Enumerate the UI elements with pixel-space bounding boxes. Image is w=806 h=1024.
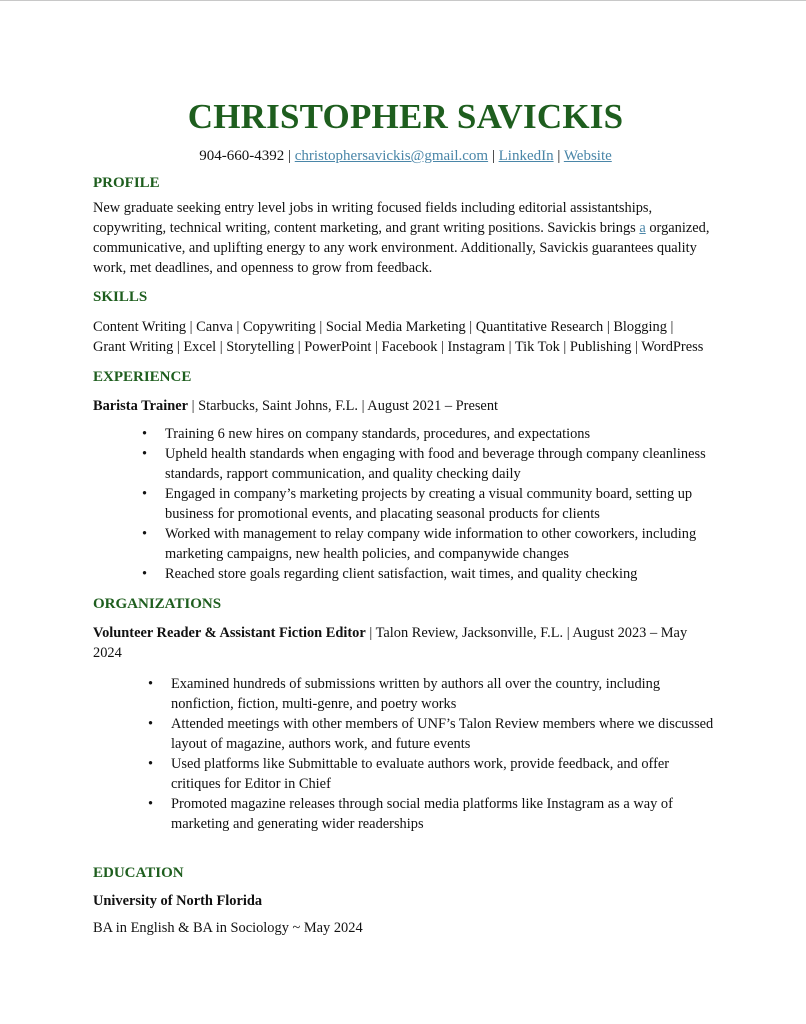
bullet-text: Attended meetings with other members of UNF’s Talon Review members where we discussed layout of magazine, authors work, and future events [171, 716, 714, 752]
contact-separator: | [284, 148, 295, 164]
bullet-text: Worked with management to relay company wide information to other coworkers, including marketing campaigns, new health policies, and companywide changes [165, 526, 697, 562]
list-item [142, 444, 718, 484]
bullet-text: Examined hundreds of submissions written by authors all over the country, including nonfiction, fiction, multi-genre, and poetry works [171, 676, 661, 712]
applicant-name: CHRISTOPHER SAVICKIS [187, 97, 624, 136]
experience-bullets [142, 424, 718, 584]
phone-number: 904-660-4392 [199, 148, 285, 164]
experience-section [93, 367, 718, 584]
bullet-text: Engaged in company’s marketing projects by creating a visual community board, setting up business for promotional events, and placating seasonal products for clients [165, 486, 693, 522]
list-item [142, 564, 718, 584]
school-name: University of North Florida [93, 893, 263, 909]
bullet-icon: • [148, 756, 154, 772]
list-item [148, 714, 718, 754]
contact-separator: | [553, 148, 564, 164]
skills-section [93, 287, 718, 357]
resume-page [93, 96, 718, 938]
education-section [93, 863, 718, 938]
profile-text-link[interactable]: a [639, 220, 646, 236]
organization-bullets [148, 674, 718, 834]
bullet-icon: • [148, 796, 154, 812]
list-item [148, 754, 718, 794]
bullet-icon: • [142, 486, 148, 502]
bullet-text: Promoted magazine releases through social media platforms like Instagram as a way of marketing and generating wider readerships [171, 796, 673, 832]
bullet-icon: • [148, 716, 154, 732]
bullet-icon: • [142, 446, 148, 462]
page-top-border [0, 0, 806, 1]
website-link[interactable]: Website [563, 148, 612, 164]
bullet-icon: • [148, 676, 154, 692]
bullet-text: Reached store goals regarding client satisfaction, wait times, and quality checking [165, 566, 638, 582]
organizations-heading: ORGANIZATIONS [93, 596, 222, 612]
list-item [148, 794, 718, 834]
list-item [142, 524, 718, 564]
list-item [142, 484, 718, 524]
organizations-section [93, 594, 718, 834]
profile-text-part: New graduate seeking entry level jobs in writing focused fields including editorial assistantships, copywriting, technical writing, content marketing, and grant writing positions. Savickis brings [93, 200, 653, 236]
organization-role: Volunteer Reader & Assistant Fiction Editor [93, 625, 366, 641]
experience-heading: EXPERIENCE [93, 369, 192, 385]
profile-section [93, 173, 718, 278]
list-item [142, 424, 718, 444]
bullet-text: Training 6 new hires on company standards, procedures, and expectations [165, 426, 591, 442]
bullet-icon: • [142, 426, 148, 442]
contact-separator: | [488, 148, 499, 164]
bullet-icon: • [142, 526, 148, 542]
profile-heading: PROFILE [93, 175, 160, 191]
list-item [148, 674, 718, 714]
organization-details: | Talon Review, Jacksonville, F.L. | August 2023 – May 2024 [93, 625, 688, 661]
education-degree: BA in English & BA in Sociology ~ May 2024 [93, 920, 363, 936]
skills-line: Content Writing | Canva | Copywriting | Social Media Marketing | Quantitative Research | Blogging | [93, 319, 674, 335]
experience-role: Barista Trainer [93, 398, 188, 414]
bullet-text: Upheld health standards when engaging with food and beverage through company cleanliness standards, rapport communication, and quality checking daily [165, 446, 706, 482]
profile-text-part: organized, communicative, and uplifting energy to any work environment. Additionally, Savickis guarantees quality work, met deadlines, and openness to grow from feedback. [93, 220, 710, 276]
experience-details: | Starbucks, Saint Johns, F.L. | August 2021 – Present [188, 398, 499, 414]
organization-title [93, 623, 705, 663]
skills-heading: SKILLS [93, 289, 148, 305]
experience-job-title [93, 396, 718, 416]
email-link[interactable]: christophersavickis@gmail.com [294, 148, 489, 164]
bullet-text: Used platforms like Submittable to evaluate authors work, provide feedback, and offer critiques for Editor in Chief [171, 756, 670, 792]
education-school [93, 891, 718, 911]
profile-text [93, 198, 718, 278]
linkedin-link[interactable]: LinkedIn [498, 148, 554, 164]
skills-line: Grant Writing | Excel | Storytelling | PowerPoint | Facebook | Instagram | Tik Tok | Publishing | WordPress [93, 339, 704, 355]
education-heading: EDUCATION [93, 865, 184, 881]
contact-line [93, 146, 718, 166]
bullet-icon: • [142, 566, 148, 582]
